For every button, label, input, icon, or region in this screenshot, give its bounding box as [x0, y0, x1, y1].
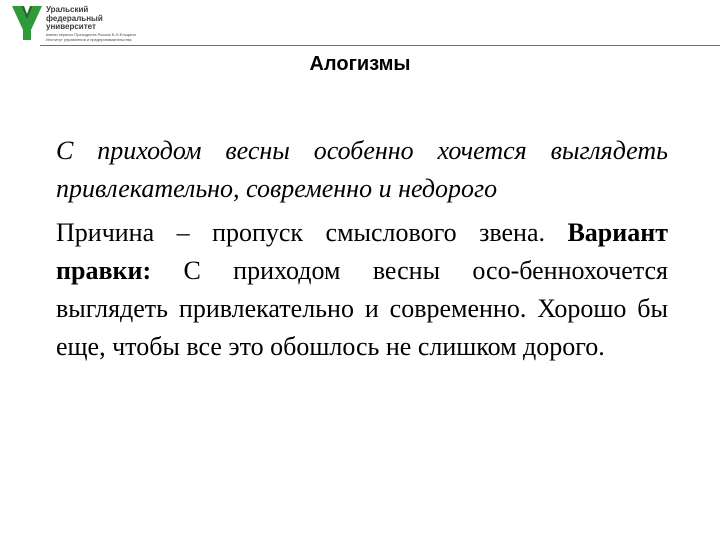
explanation-paragraph — [56, 214, 668, 366]
variant-label: Вариант правки: — [56, 218, 668, 285]
logo-line-3: университет — [46, 22, 96, 31]
university-logo — [12, 4, 172, 44]
logo-university-name — [46, 6, 103, 32]
header-divider — [40, 45, 720, 46]
slide-body — [56, 132, 668, 366]
logo-line-2: федеральный — [46, 13, 103, 23]
example-sentence: С приходом весны особенно хочется выглядеть привлекательно, современно и недорого — [56, 136, 668, 203]
logo-line-1: Уральский — [46, 5, 89, 14]
logo-sub-1: имени первого Президента России Б.Н.Ельцина — [46, 32, 136, 37]
logo-sub-2: Институт управления и предпринимательства — [46, 36, 132, 42]
urfu-logo-icon — [12, 6, 42, 40]
logo-subtitle — [46, 33, 136, 42]
variant-text: С приходом весны осо-беннохочется выглядеть привлекательно и современно. Хорошо бы еще, чтобы все это обошлось не слишком дорого. — [56, 256, 668, 361]
explanation-intro: Причина – пропуск смыслового звена. — [56, 218, 568, 247]
slide-title: Алогизмы — [309, 53, 411, 75]
